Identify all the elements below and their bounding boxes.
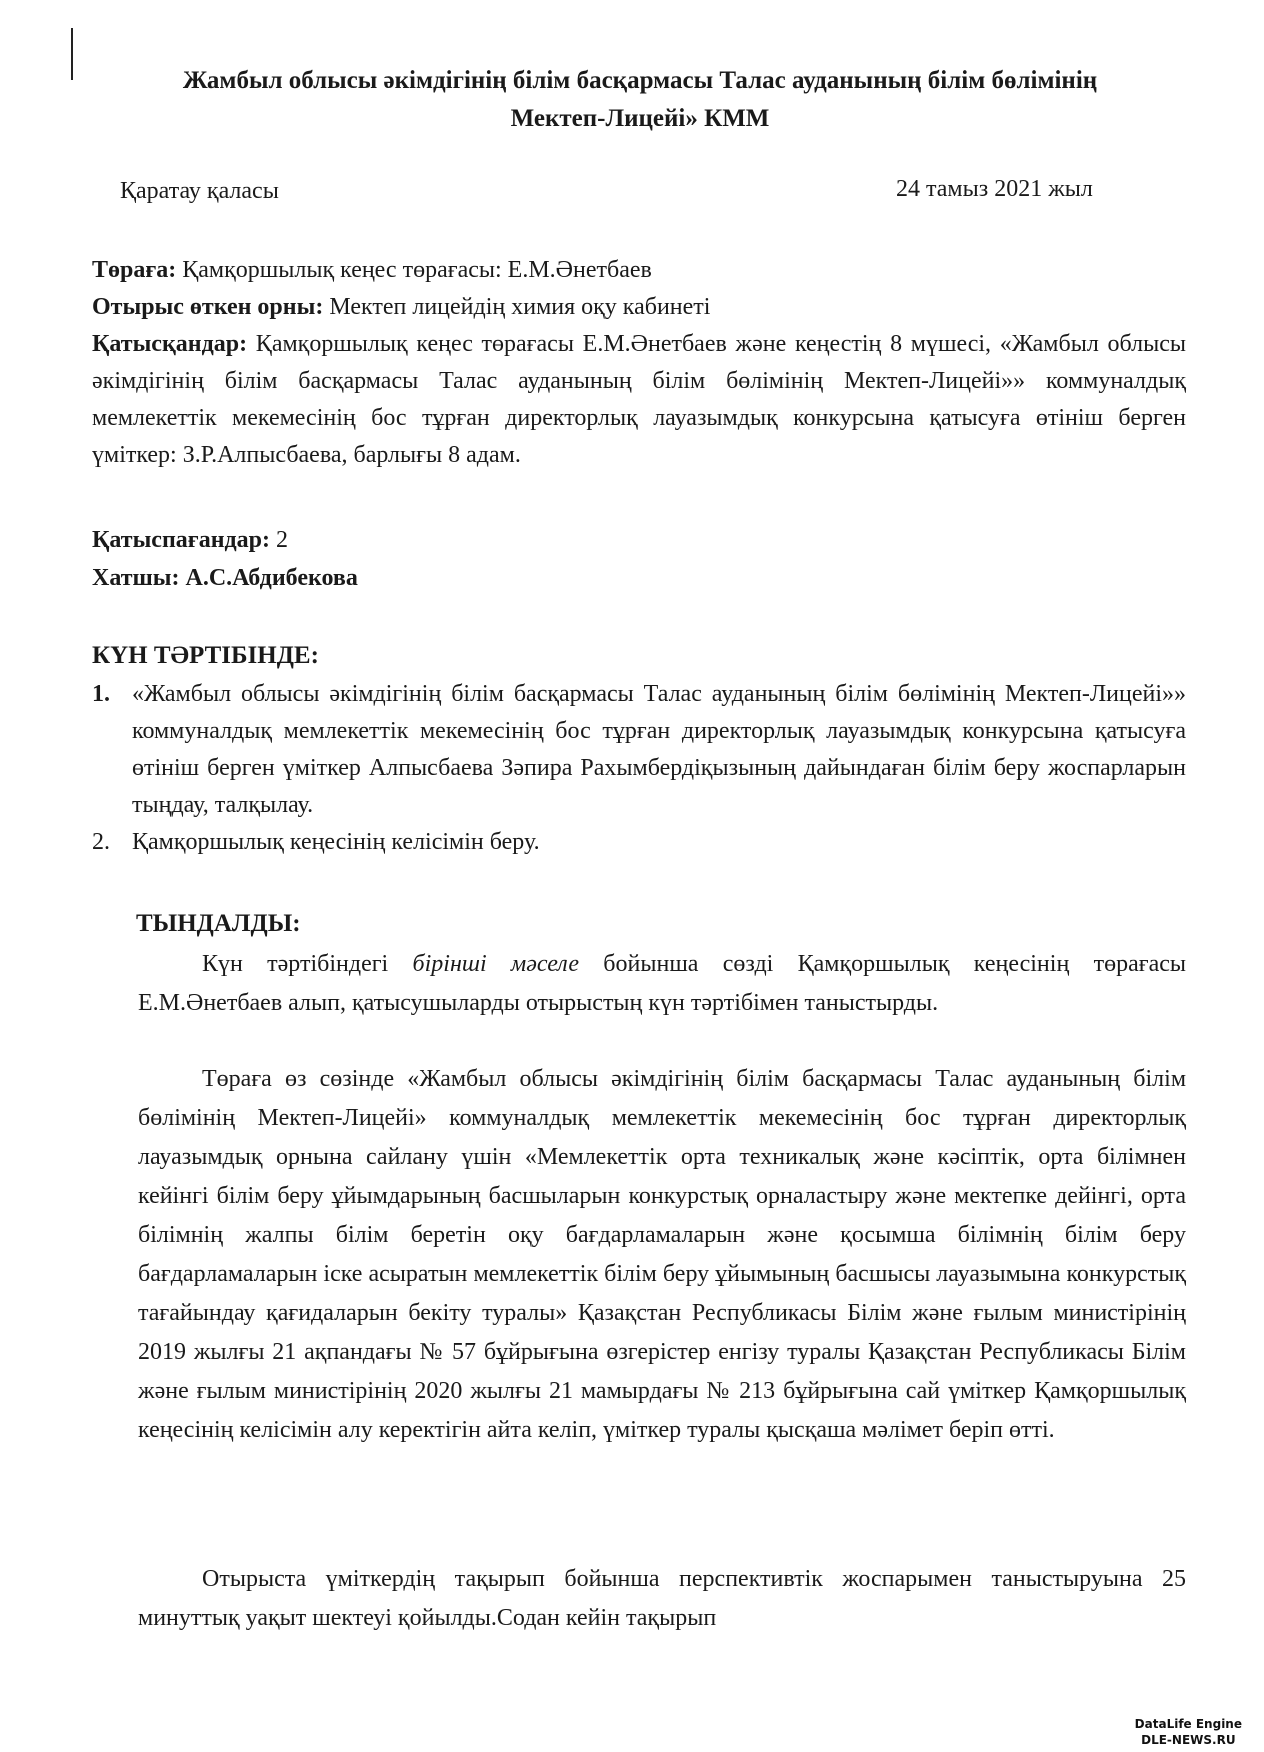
meta-attendees (92, 326, 1186, 474)
secretary-value: А.С.Абдибекова (179, 565, 358, 591)
meta-absent (92, 522, 1186, 559)
meta-secretary (92, 560, 1186, 597)
attendees-value: Қамқоршылық кеңес төрағасы Е.М.Әнетбаев және кеңестің 8 мүшесі, «Жамбыл облысы әкімдігінің білім басқармасы Талас ауданының білім бөлімінің Мектеп-Лицейі»» коммуналдық мемлекеттік мекемесінің бос тұрған директорлық лауазымдық конкурсына қатысуға өтініш берген үміткер: З.Р.Алпысбаева, барлығы 8 адам. (92, 331, 1186, 468)
paragraph-2: Төраға өз сөзінде «Жамбыл облысы әкімдігінің білім басқармасы Талас ауданының білім бөлімінің Мектеп-Лицейі» коммуналдық мемлекеттік мекемесінің бос тұрған директорлық лауазымдық орнына сайлану үшін «Мемлекеттік орта техникалық және кәсіптік, орта білімнен кейінгі білім беру ұйымдарының басшыларын конкурстық орналастыру және мектепке дейінгі, орта білімнің жалпы білім беретін оқу бағдарламаларын және қосымша білімнің білім беру бағдарламаларын іске асыратын мемлекеттік білім беру ұйымының басшысы лауазымына конкурстық тағайындау қағидаларын бекіту туралы» Қазақстан Республикасы Білім және ғылым министірінің 2019 жылғы 21 ақпандағы № 57 бұйрығына өзгерістер енгізу туралы Қазақстан Республикасы Білім және ғылым министірінің 2020 жылғы 21 мамырдағы № 213 бұйрығына сай үміткер Қамқоршылық кеңесінің келісімін алу керектігін айта келіп, үміткер туралы қысқаша мәлімет беріп өтті. (138, 1066, 1186, 1443)
paragraph-1-emphasis: бірінші мәселе (412, 951, 579, 977)
paragraph-1-start: Күн тәртібіндегі (202, 951, 413, 977)
date: 24 тамыз 2021 жыл (896, 176, 1093, 202)
watermark-line-2: DLE-NEWS.RU (1141, 1733, 1236, 1747)
absent-label: Қатыспағандар: (92, 527, 270, 553)
document-header (90, 62, 1190, 138)
header-line-2: Мектеп-Лицейі» КММ (510, 105, 770, 132)
header-line-1: Жамбыл облысы әкімдігінің білім басқармасы Талас ауданының білім бөлімінің (182, 67, 1098, 94)
watermark-line-1: DataLife Engine (1134, 1717, 1242, 1731)
agenda-item (92, 676, 1186, 824)
agenda-title: КҮН ТӘРТІБІНДЕ: (92, 642, 319, 669)
listened-title: ТЫНДАЛДЫ: (136, 910, 301, 937)
agenda-list (92, 676, 1186, 861)
place: Қаратау қаласы (120, 178, 279, 204)
watermark (1135, 1716, 1242, 1748)
meta-venue (92, 289, 1186, 326)
agenda-item (92, 824, 1186, 861)
attendees-label: Қатысқандар: (92, 331, 248, 357)
agenda-item-number: 2. (92, 829, 110, 855)
agenda-item-number: 1. (92, 681, 110, 707)
margin-mark (71, 28, 73, 80)
paragraph-1 (138, 945, 1186, 1023)
chair-value: Қамқоршылық кеңес төрағасы: Е.М.Әнетбаев (176, 257, 652, 283)
agenda-item-text: Қамқоршылық кеңесінің келісімін беру. (132, 829, 540, 855)
absent-value: 2 (270, 527, 288, 553)
venue-label: Отырыс өткен орны: (92, 294, 324, 320)
paragraph-3: Отырыста үміткердің тақырып бойынша перспективтік жоспарымен таныстыруына 25 минуттық уақыт шектеуі қойылды.Содан кейін тақырып (138, 1566, 1186, 1631)
secretary-label: Хатшы: (92, 565, 180, 591)
agenda-item-text: «Жамбыл облысы әкімдігінің білім басқармасы Талас ауданының білім бөлімінің Мектеп-Лицейі»» коммуналдық мемлекеттік мекемесінің бос тұрған директорлық лауазымдық конкурсына қатысуға өтініш берген үміткер Алпысбаева Зәпира Рахымбердіқызының дайындаған білім беру жоспарларын тыңдау, талқылау. (132, 681, 1186, 818)
venue-value: Мектеп лицейдің химия оқу кабинеті (323, 294, 711, 320)
chair-label: Төраға: (92, 257, 177, 283)
meta-chair (92, 252, 1186, 289)
paragraph-1-end: бойынша сөзді Қамқоршылық кеңесінің төрағасы Е.М.Әнетбаев алып, қатысушыларды отырыстың күн тәртібімен таныстырды. (138, 951, 1186, 1016)
